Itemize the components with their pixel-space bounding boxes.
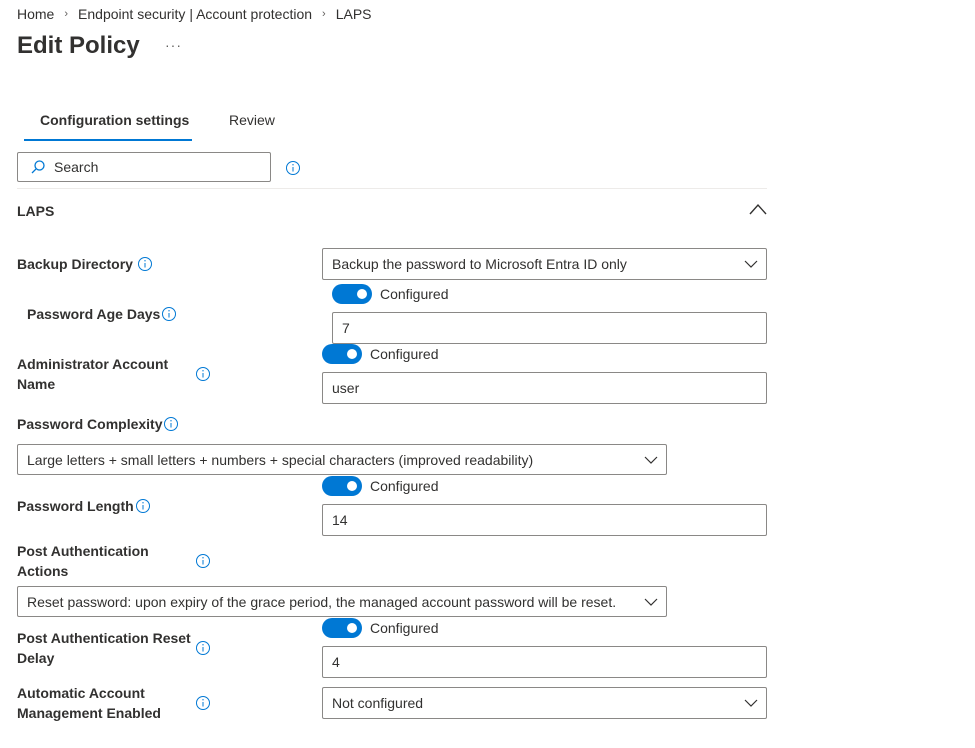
label-line: Name [17, 376, 56, 392]
chevron-up-icon[interactable] [749, 202, 767, 216]
label-line: Management Enabled [17, 705, 161, 721]
breadcrumb [17, 6, 372, 22]
password-length-label: Password Length [17, 498, 134, 514]
label-line: Delay [17, 650, 55, 666]
password-age-days-label: Password Age Days [27, 306, 161, 322]
backup-directory-label: Backup Directory [17, 256, 133, 272]
label-line: Post Authentication Reset [17, 630, 191, 646]
info-icon[interactable] [135, 498, 151, 514]
label-line: Actions [17, 563, 69, 579]
post-auth-reset-delay-input[interactable]: 4 [322, 646, 767, 678]
admin-account-name-toggle[interactable] [322, 344, 439, 364]
breadcrumb-home[interactable]: Home [17, 6, 55, 22]
page-title: Edit Policy [17, 32, 140, 59]
admin-account-name-input[interactable]: user [322, 372, 767, 404]
auto-account-mgmt-dropdown[interactable] [322, 687, 767, 719]
password-age-days-input[interactable]: 7 [332, 312, 767, 344]
section-title-laps[interactable]: LAPS [17, 203, 55, 219]
password-complexity-label: Password Complexity [17, 416, 163, 432]
more-options-button[interactable]: ··· [165, 37, 182, 53]
password-length-input[interactable]: 14 [322, 504, 767, 536]
active-tab-indicator [24, 139, 192, 141]
tab-configuration-settings[interactable]: Configuration settings [40, 112, 190, 128]
breadcrumb-separator-icon: › [322, 8, 326, 20]
post-auth-actions-dropdown[interactable] [17, 586, 667, 617]
info-icon[interactable] [163, 416, 179, 432]
info-icon[interactable] [285, 160, 301, 176]
tab-review[interactable]: Review [229, 112, 275, 128]
auto-account-mgmt-value: Not configured [332, 695, 424, 711]
info-icon[interactable] [195, 553, 211, 569]
password-length-toggle[interactable] [322, 476, 439, 496]
label-line: Automatic Account [17, 685, 145, 701]
search-box[interactable] [17, 152, 271, 182]
toggle-switch[interactable] [322, 476, 362, 496]
toggle-switch[interactable] [332, 284, 372, 304]
post-auth-actions-value: Reset password: upon expiry of the grace period, the managed account password will be reset. [27, 593, 617, 610]
label-line: Post Authentication [17, 543, 149, 559]
breadcrumb-separator-icon: › [64, 8, 69, 20]
toggle-label: Configured [370, 620, 439, 636]
chevron-down-icon [644, 455, 658, 465]
password-age-days-toggle[interactable] [332, 284, 449, 304]
chevron-down-icon [744, 698, 758, 708]
toggle-switch[interactable] [322, 618, 362, 638]
toggle-switch[interactable] [322, 344, 362, 364]
info-icon[interactable] [137, 256, 153, 272]
breadcrumb-laps[interactable]: LAPS [335, 6, 372, 22]
breadcrumb-account-protection[interactable]: Endpoint security | Account protection [78, 6, 313, 22]
search-icon [30, 159, 46, 175]
password-complexity-value: Large letters + small letters + numbers + special characters (improved readability) [27, 451, 534, 468]
password-complexity-dropdown[interactable] [17, 444, 667, 475]
admin-account-name-label [17, 354, 168, 394]
backup-directory-value: Backup the password to Microsoft Entra ID only [332, 256, 627, 272]
divider [17, 188, 767, 189]
info-icon[interactable] [195, 366, 211, 382]
toggle-label: Configured [380, 286, 449, 302]
post-auth-reset-delay-label [17, 628, 191, 668]
toggle-label: Configured [370, 478, 439, 494]
auto-account-mgmt-label [17, 683, 161, 723]
chevron-down-icon [644, 597, 658, 607]
info-icon[interactable] [161, 306, 177, 322]
info-icon[interactable] [195, 640, 211, 656]
chevron-down-icon [744, 259, 758, 269]
label-line: Administrator Account [17, 356, 169, 372]
toggle-label: Configured [370, 346, 439, 362]
post-auth-actions-label [17, 541, 149, 581]
post-auth-reset-delay-toggle[interactable] [322, 618, 439, 638]
backup-directory-dropdown[interactable] [322, 248, 767, 280]
search-input[interactable] [52, 158, 256, 176]
info-icon[interactable] [195, 695, 211, 711]
